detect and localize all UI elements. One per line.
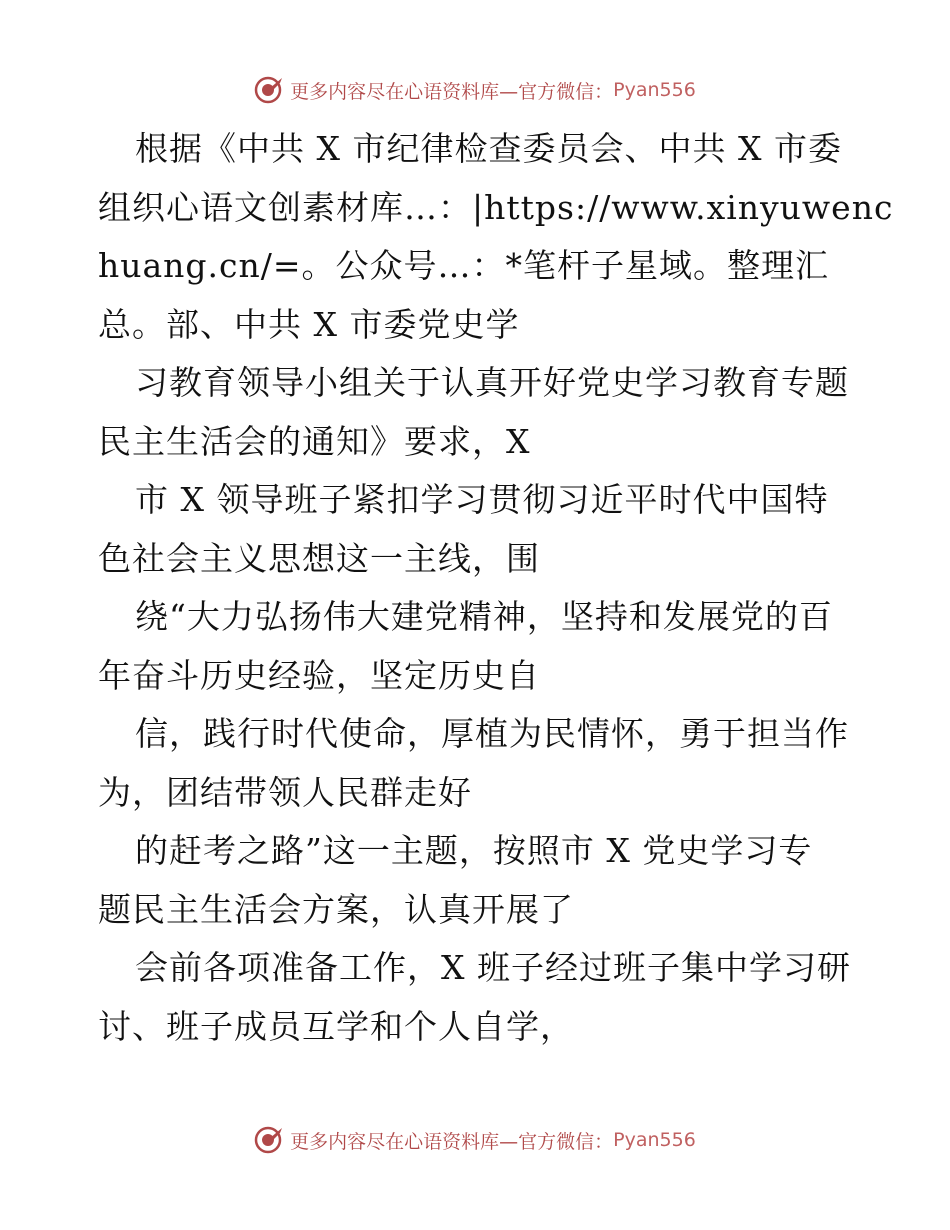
banner-text: 更多内容尽在心语资料库—官方微信： xyxy=(290,80,614,103)
text-line: 市 X 领导班子紧扣学习贯彻习近平时代中国特 xyxy=(135,480,829,519)
text-line: 题民主生活会方案，认真开展了 xyxy=(98,889,574,929)
text-line: 习教育领导小组关于认真开好党史学习教育专题 xyxy=(135,363,849,402)
text-line: 绕“大力弘扬伟大建党精神，坚持和发展党的百 xyxy=(135,597,833,636)
text-line: huang.cn/=。公众号…：*笔杆子星域。整理汇 xyxy=(98,246,830,285)
text-line: 信，践行时代使命，厚植为民情怀，勇于担当作 xyxy=(135,714,849,753)
text-line: 为，团结带领人民群走好 xyxy=(98,772,472,812)
pen-logo-icon xyxy=(254,1125,284,1155)
pen-logo-icon xyxy=(254,75,284,105)
banner-text: 更多内容尽在心语资料库—官方微信： xyxy=(290,1130,614,1153)
footer-banner xyxy=(0,1122,950,1158)
text-line: 色社会主义思想这一主线，围 xyxy=(98,538,540,578)
text-line: 根据《中共 X 市纪律检查委员会、中共 X 市委 xyxy=(135,129,842,168)
text-line: 年奋斗历史经验，坚定历史自 xyxy=(98,655,540,695)
wechat-id: Pyan556 xyxy=(613,79,696,101)
header-banner xyxy=(0,72,950,108)
text-line: 的赶考之路”这一主题，按照市 X 党史学习专 xyxy=(135,831,813,870)
text-line: 讨、班子成员互学和个人自学， xyxy=(98,1006,574,1046)
text-line: 会前各项准备工作，X 班子经过班子集中学习研 xyxy=(135,948,851,987)
text-line: 组织心语文创素材库…：|https://www.xinyuwenc xyxy=(98,187,894,227)
text-line: 民主生活会的通知》要求，X xyxy=(98,421,531,461)
document-body xyxy=(98,120,894,1056)
wechat-id: Pyan556 xyxy=(613,1129,696,1151)
text-line: 总。部、中共 X 市委党史学 xyxy=(98,304,520,344)
